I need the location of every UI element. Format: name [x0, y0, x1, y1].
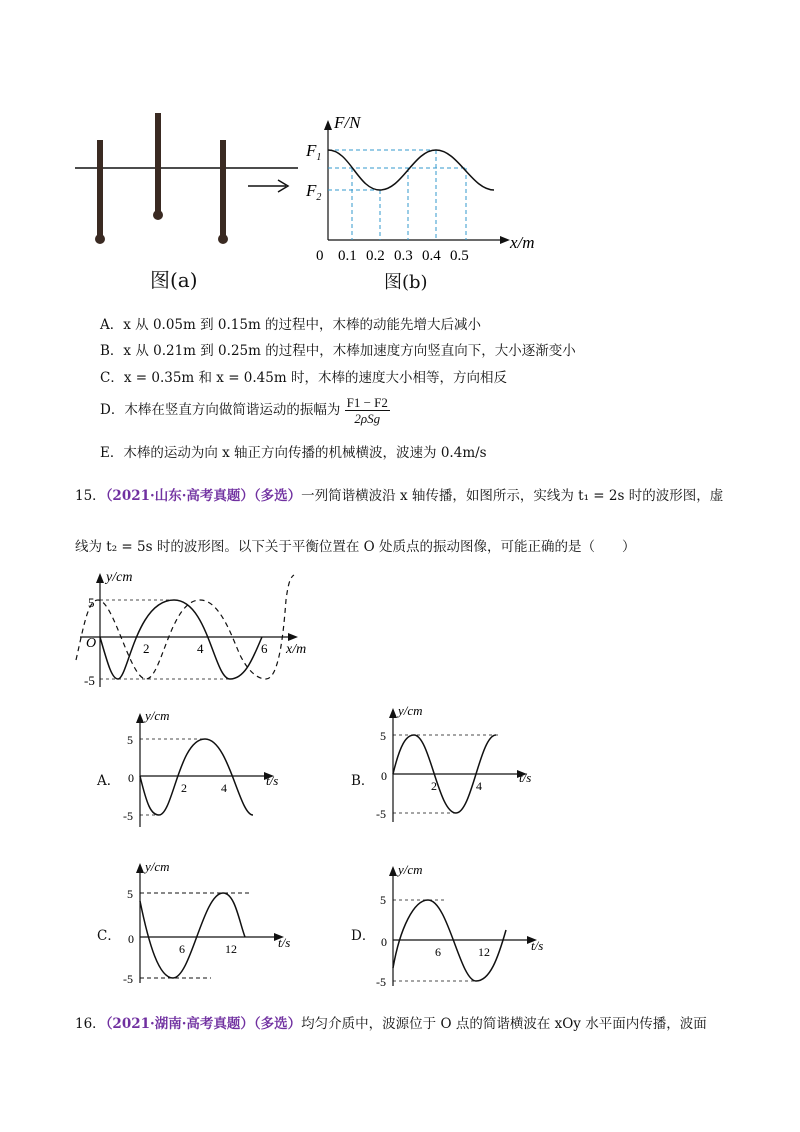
x-axis-label: t/s — [266, 773, 279, 788]
option-letter: A． — [100, 317, 124, 333]
question-number: 15． — [75, 488, 106, 504]
question-16-line1 — [75, 1018, 707, 1032]
y-tick: -5 — [123, 809, 133, 823]
x-tick: 0.5 — [450, 248, 469, 264]
x-tick: 6 — [435, 945, 441, 959]
option-a — [100, 319, 481, 333]
y-tick: 5 — [127, 887, 133, 901]
x-axis-label: x/m — [286, 642, 307, 657]
x-tick: 0 — [316, 248, 324, 264]
rod-1-weight — [95, 234, 105, 244]
choice-d-letter[interactable]: D． — [351, 928, 376, 944]
x-tick: 2 — [431, 779, 437, 793]
choice-d-graph[interactable] — [368, 858, 558, 988]
option-e — [100, 447, 487, 461]
choice-b-letter[interactable]: B． — [351, 773, 375, 789]
question-number: 16． — [75, 1016, 106, 1032]
option-text: 木棒在竖直方向做简谐运动的振幅为 — [124, 402, 341, 418]
y-axis-arrow-icon — [324, 120, 332, 130]
wooden-rod-2 — [155, 113, 161, 213]
figure-b-force-graph — [300, 110, 550, 270]
option-text: x = 0.35m 和 x = 0.45m 时，木棒的速度大小相等，方向相反 — [123, 370, 507, 386]
x-tick: 4 — [476, 779, 482, 793]
question-15-line2 — [75, 541, 635, 555]
option-b — [100, 345, 576, 359]
right-arrow-icon — [246, 176, 292, 196]
y-tick: 5 — [127, 733, 133, 747]
y-tick: -5 — [376, 807, 386, 821]
amplitude-fraction — [345, 396, 390, 425]
choice-a-graph[interactable] — [115, 705, 295, 830]
x-tick: 12 — [225, 942, 237, 956]
y-axis-label: y/cm — [145, 859, 170, 874]
figure-a-caption: 图(a) — [150, 268, 198, 292]
x-tick: 0.3 — [394, 248, 413, 264]
question-text: 一列简谐横波沿 x 轴传播，如图所示，实线为 t₁ = 2s 时的波形图，虚 — [301, 488, 724, 504]
y-axis-arrow-icon — [389, 866, 397, 876]
y-axis-arrow-icon — [136, 713, 144, 723]
x-axis-arrow-icon — [500, 236, 510, 244]
y-tick: 5 — [380, 893, 386, 907]
option-text: x 从 0.21m 到 0.25m 的过程中，木棒加速度方向竖直向下，大小逐渐变小 — [123, 343, 576, 359]
force-curve — [328, 150, 494, 190]
fraction-numerator: F1 − F2 — [346, 395, 388, 410]
y-axis-label: y/cm — [398, 703, 423, 718]
option-letter: C． — [100, 370, 124, 386]
x-tick: 0 — [381, 769, 387, 783]
x-axis-label: t/s — [519, 770, 532, 785]
x-tick: 0 — [128, 932, 134, 946]
choice-c-graph[interactable] — [115, 855, 305, 985]
option-letter: B． — [100, 343, 124, 359]
question-text: 均匀介质中，波源位于 O 点的简谐横波在 xOy 水平面内传播，波面 — [301, 1016, 707, 1032]
wooden-rod-1 — [97, 140, 103, 238]
wooden-rod-3 — [220, 140, 226, 238]
x-tick: 0.2 — [366, 248, 385, 264]
f1-label: $F_1$ — [306, 141, 322, 163]
fraction-denominator: 2ρSg — [354, 411, 381, 426]
x-tick: 0 — [381, 935, 387, 949]
option-d — [100, 396, 390, 425]
option-letter: D． — [100, 402, 125, 418]
y-axis-label: y/cm — [145, 708, 170, 723]
x-tick: 0.4 — [422, 248, 441, 264]
x-tick: 2 — [143, 641, 150, 656]
question-15-line1 — [75, 490, 723, 504]
x-tick: 0 — [128, 771, 134, 785]
choice-c-letter[interactable]: C． — [97, 928, 121, 944]
oscillation-curve — [140, 893, 245, 978]
wave-graph — [70, 565, 320, 695]
x-tick: 4 — [221, 781, 227, 795]
y-tick: 5 — [88, 595, 95, 610]
choice-a-letter[interactable]: A． — [97, 773, 121, 789]
x-tick: 6 — [261, 641, 268, 656]
option-letter: E． — [100, 445, 124, 461]
x-tick: 6 — [179, 942, 185, 956]
origin-label: O — [86, 636, 97, 651]
y-tick: -5 — [123, 972, 133, 985]
y-axis-arrow-icon — [389, 708, 397, 718]
question-source-tag: （2021·山东·高考真题）（多选） — [105, 488, 302, 504]
rod-2-weight — [153, 210, 163, 220]
figure-a — [70, 105, 300, 290]
y-axis-arrow-icon — [96, 573, 104, 583]
question-text: 线为 t₂ = 5s 时的波形图。以下关于平衡位置在 O 处质点的振动图像，可能正确的是（ ） — [75, 539, 636, 555]
x-tick: 4 — [197, 641, 204, 656]
x-axis-label: x/m — [510, 233, 535, 252]
y-tick: -5 — [84, 673, 95, 688]
y-axis-label: F/N — [334, 113, 361, 132]
y-axis-arrow-icon — [136, 863, 144, 873]
figure-b-caption: 图(b) — [384, 272, 428, 293]
x-tick: 12 — [478, 945, 490, 959]
x-tick: 0.1 — [338, 248, 357, 264]
choice-b-graph[interactable] — [368, 700, 548, 825]
y-tick: 5 — [380, 729, 386, 743]
oscillation-curve — [140, 739, 253, 815]
x-axis-label: t/s — [531, 938, 544, 953]
x-tick: 2 — [181, 781, 187, 795]
option-text: x 从 0.05m 到 0.15m 的过程中，木棒的动能先增大后减小 — [123, 317, 482, 333]
y-axis-label: y/cm — [398, 862, 423, 877]
rod-3-weight — [218, 234, 228, 244]
option-text: 木棒的运动为向 x 轴正方向传播的机械横波，波速为 0.4m/s — [123, 445, 487, 461]
x-axis-label: t/s — [278, 935, 291, 950]
y-tick: -5 — [376, 975, 386, 988]
question-source-tag: （2021·湖南·高考真题）（多选） — [105, 1016, 302, 1032]
y-axis-label: y/cm — [106, 570, 133, 585]
x-axis-arrow-icon — [288, 633, 298, 641]
f2-label: $F_2$ — [306, 181, 322, 203]
option-c — [100, 372, 507, 386]
